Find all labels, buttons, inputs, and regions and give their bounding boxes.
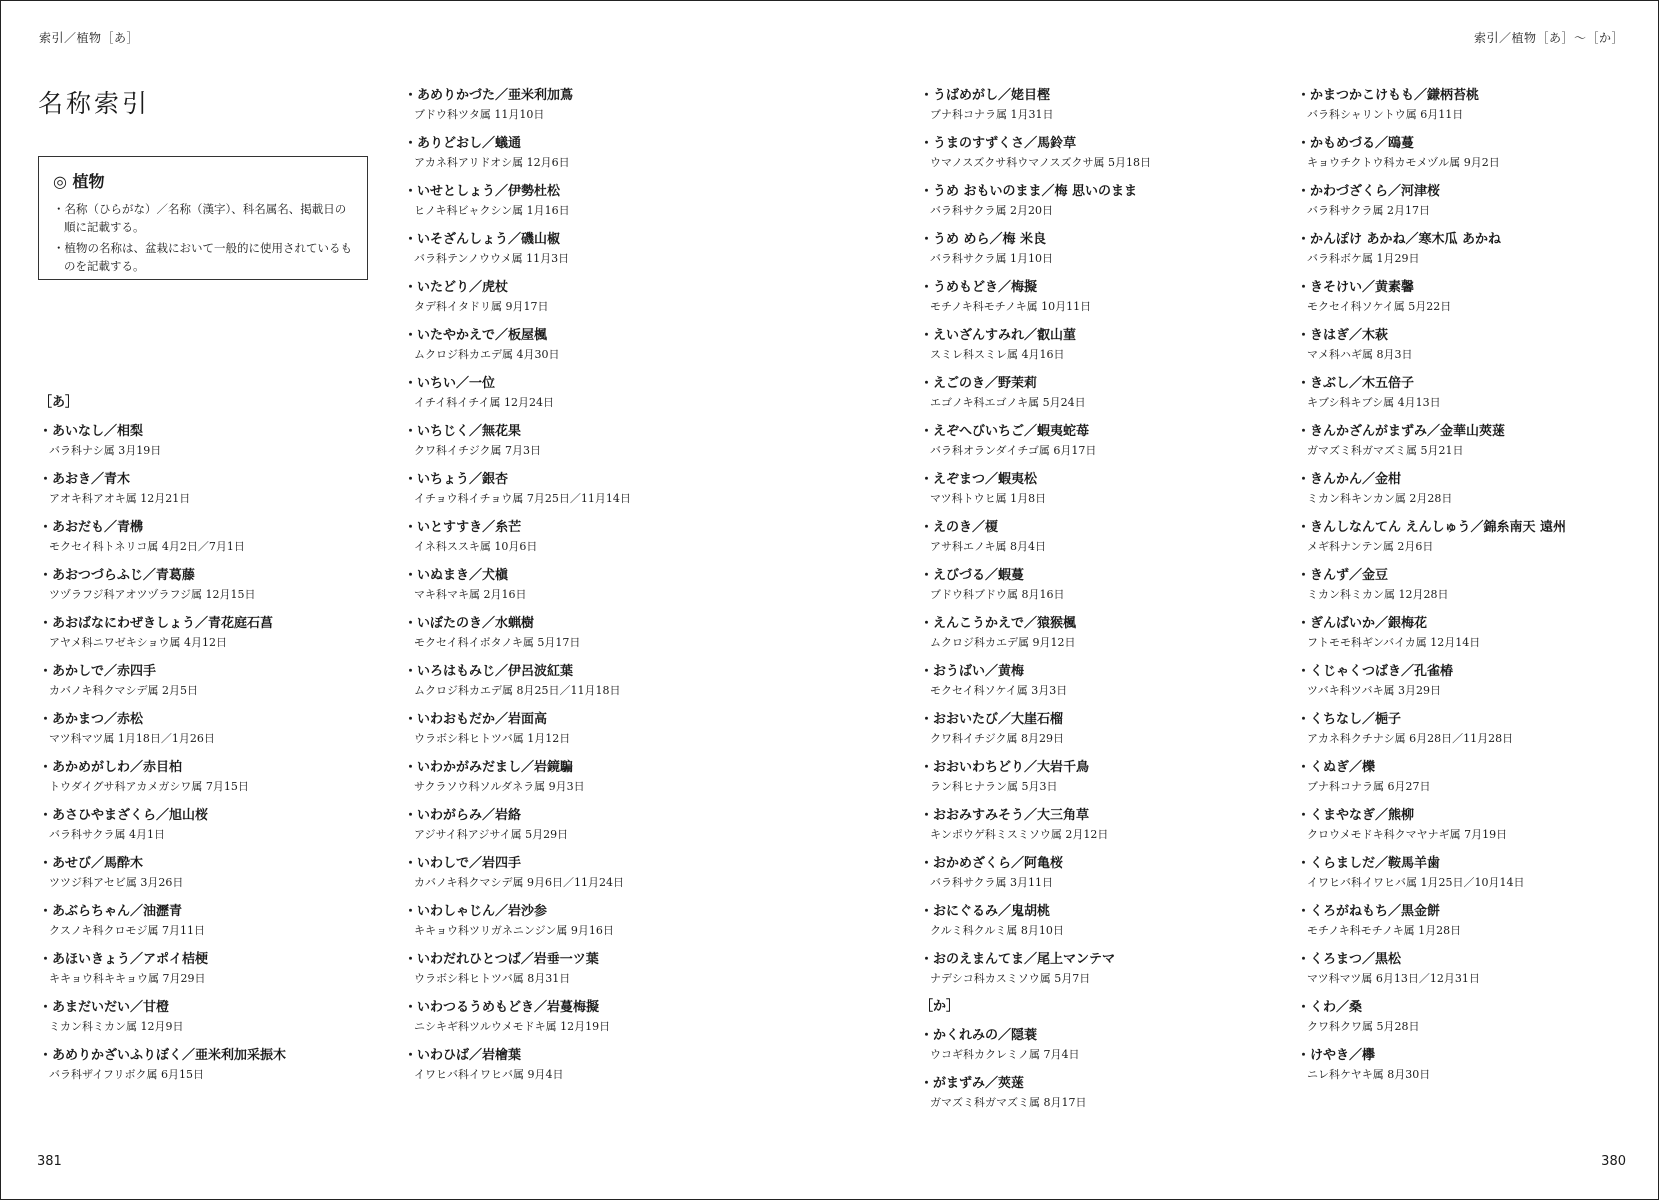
entry-detail: バラ科テンノウウメ属 11月3日 — [414, 252, 570, 265]
entry-detail: イワヒバ科イワヒバ属 1月25日／10月14日 — [1307, 876, 1525, 889]
entry-name: ・あおだも／青梻 — [39, 520, 144, 535]
entry-name: ・うめ おもいのまま／梅 思いのまま — [920, 184, 1138, 199]
entry-detail: ミカン科キンカン属 2月28日 — [1307, 492, 1453, 505]
index-column-3-ka — [920, 996, 1087, 1122]
entry-detail: ウラボシ科ヒトツバ属 8月31日 — [414, 972, 571, 985]
index-entry — [920, 614, 1151, 662]
entry-name: ・いちじく／無花果 — [404, 424, 522, 439]
index-entry — [1297, 710, 1566, 758]
entry-detail: アサ科エノキ属 8月4日 — [930, 540, 1047, 553]
entry-detail: クロウメモドキ科クマヤナギ属 7月19日 — [1307, 828, 1508, 841]
entry-name: ・かまつかこけもも／鎌柄苔桃 — [1297, 88, 1480, 103]
entry-detail: マツ科マツ属 6月13日／12月31日 — [1307, 972, 1480, 985]
index-entry — [920, 278, 1151, 326]
entry-name: ・いちょう／銀杏 — [404, 472, 509, 487]
note-heading: ◎ 植物 — [53, 172, 105, 191]
entry-name: ・あおき／青木 — [39, 472, 131, 487]
entry-detail: ブナ科コナラ属 6月27日 — [1307, 780, 1431, 793]
entry-detail: ムクロジ科カエデ属 4月30日 — [414, 348, 560, 361]
entry-name: ・おにぐるみ／鬼胡桃 — [920, 904, 1051, 919]
index-entry — [404, 470, 631, 518]
index-entry — [39, 950, 286, 998]
entry-name: ・いわおもだか／岩面高 — [404, 712, 548, 727]
index-entry — [39, 614, 286, 662]
entry-detail: キョウチクトウ科カモメヅル属 9月2日 — [1307, 156, 1500, 169]
index-entry — [404, 902, 631, 950]
entry-name: ・いわしで／岩四手 — [404, 856, 522, 871]
entry-name: ・えびづる／蝦蔓 — [920, 568, 1025, 583]
entry-detail: バラ科サクラ属 3月11日 — [930, 876, 1054, 889]
entry-name: ・いぬまき／犬槇 — [404, 568, 509, 583]
entry-detail: カバノキ科クマシデ属 9月6日／11月24日 — [414, 876, 625, 889]
index-entry — [920, 902, 1151, 950]
entry-detail: ツヅラフジ科アオツヅラフジ属 12月15日 — [49, 588, 256, 601]
page-number-right: 380 — [1601, 1154, 1626, 1169]
entry-name: ・あおつづらふじ／青葛藤 — [39, 568, 195, 583]
index-entry — [39, 902, 286, 950]
index-entry — [920, 710, 1151, 758]
index-entry — [404, 230, 631, 278]
entry-name: ・いたやかえで／板屋楓 — [404, 328, 548, 343]
entry-detail: マツ科トウヒ属 1月8日 — [930, 492, 1047, 505]
entry-detail: キンポウゲ科ミスミソウ属 2月12日 — [930, 828, 1109, 841]
entry-name: ・えぞまつ／蝦夷松 — [920, 472, 1038, 487]
index-entry — [404, 182, 631, 230]
entry-name: ・くろまつ／黒松 — [1297, 952, 1402, 967]
entry-name: ・がまずみ／莢蒾 — [920, 1076, 1025, 1091]
entry-detail: モチノキ科モチノキ属 1月28日 — [1307, 924, 1462, 937]
entry-detail: アオキ科アオキ属 12月21日 — [49, 492, 191, 505]
entry-detail: アカネ科アリドオシ属 12月6日 — [414, 156, 570, 169]
index-entry — [920, 758, 1151, 806]
entry-name: ・あほいきょう／アポイ桔梗 — [39, 952, 209, 967]
entry-name: ・いわかがみだまし／岩鏡騙 — [404, 760, 574, 775]
entry-name: ・あぶらちゃん／油瀝青 — [39, 904, 183, 919]
entry-name: ・あかめがしわ／赤目柏 — [39, 760, 183, 775]
entry-name: ・いわしゃじん／岩沙参 — [404, 904, 548, 919]
entry-detail: サクラソウ科ソルダネラ属 9月3日 — [414, 780, 585, 793]
index-entry — [1297, 326, 1566, 374]
index-entry — [920, 566, 1151, 614]
entry-detail: イチョウ科イチョウ属 7月25日／11月14日 — [414, 492, 631, 505]
index-entry — [404, 278, 631, 326]
entry-detail: クワ科イチジク属 8月29日 — [930, 732, 1065, 745]
index-entry — [404, 374, 631, 422]
index-entry — [920, 86, 1151, 134]
index-entry — [920, 470, 1151, 518]
index-entry — [404, 854, 631, 902]
entry-name: ・きんず／金豆 — [1297, 568, 1389, 583]
index-entry — [1297, 662, 1566, 710]
entry-name: ・あまだいだい／甘橙 — [39, 1000, 170, 1015]
note-line: ・名称（ひらがな）／名称（漢字）、科名属名、掲載日の順に記載する。 — [53, 202, 347, 234]
page-number-left: 381 — [37, 1154, 62, 1169]
index-entry — [1297, 998, 1566, 1046]
index-entry — [1297, 614, 1566, 662]
index-entry — [39, 518, 286, 566]
entry-name: ・いわがらみ／岩絡 — [404, 808, 522, 823]
entry-detail: マメ科ハギ属 8月3日 — [1307, 348, 1413, 361]
entry-detail: ムクロジ科カエデ属 9月12日 — [930, 636, 1076, 649]
entry-name: ・あさひやまざくら／旭山桜 — [39, 808, 209, 823]
index-entry — [39, 758, 286, 806]
entry-detail: ニシキギ科ツルウメモドキ属 12月19日 — [414, 1020, 611, 1033]
section-heading-a: ［あ］ — [39, 395, 79, 410]
index-entry — [920, 518, 1151, 566]
index-entry — [920, 1026, 1087, 1074]
entry-name: ・えぞへびいちご／蝦夷蛇苺 — [920, 424, 1090, 439]
entry-detail: ツバキ科ツバキ属 3月29日 — [1307, 684, 1442, 697]
entry-name: ・おうばい／黄梅 — [920, 664, 1025, 679]
entry-detail: マキ科マキ属 2月16日 — [414, 588, 527, 601]
index-entry — [404, 566, 631, 614]
index-entry — [920, 134, 1151, 182]
index-entry — [39, 854, 286, 902]
entry-detail: バラ科サクラ属 1月10日 — [930, 252, 1054, 265]
index-entry — [1297, 422, 1566, 470]
index-column-2 — [404, 86, 631, 1094]
entry-detail: アヤメ科ニワゼキショウ属 4月12日 — [49, 636, 227, 649]
plant-note-box — [38, 156, 368, 280]
entry-name: ・くろがねもち／黒金餅 — [1297, 904, 1441, 919]
entry-name: ・おのえまんてま／尾上マンテマ — [920, 952, 1116, 967]
entry-detail: クワ科クワ属 5月28日 — [1307, 1020, 1420, 1033]
index-entry — [404, 806, 631, 854]
index-entry — [1297, 566, 1566, 614]
entry-detail: イワヒバ科イワヒバ属 9月4日 — [414, 1068, 564, 1081]
entry-detail: ミカン科ミカン属 12月9日 — [49, 1020, 184, 1033]
entry-detail: アジサイ科アジサイ属 5月29日 — [414, 828, 569, 841]
entry-detail: モクセイ科ソケイ属 3月3日 — [930, 684, 1068, 697]
index-entry — [920, 374, 1151, 422]
entry-name: ・うめもどき／梅擬 — [920, 280, 1038, 295]
index-entry — [920, 1074, 1087, 1122]
entry-detail: ナデシコ科カスミソウ属 5月7日 — [930, 972, 1091, 985]
entry-name: ・あかまつ／赤松 — [39, 712, 144, 727]
index-entry — [404, 1046, 631, 1094]
entry-detail: タデ科イタドリ属 9月17日 — [414, 300, 549, 313]
entry-detail: ミカン科ミカン属 12月28日 — [1307, 588, 1449, 601]
note-line: ・植物の名称は、盆栽において一般的に使用されているものを記載する。 — [53, 241, 352, 273]
index-entry — [920, 326, 1151, 374]
entry-detail: バラ科ナシ属 3月19日 — [49, 444, 162, 457]
index-entry — [920, 230, 1151, 278]
index-entry — [39, 806, 286, 854]
entry-name: ・うめ めら／梅 米良 — [920, 232, 1047, 247]
index-entry — [39, 566, 286, 614]
index-entry — [1297, 806, 1566, 854]
entry-name: ・けやき／欅 — [1297, 1048, 1376, 1063]
index-entry — [1297, 470, 1566, 518]
entry-detail: ラン科ヒナラン属 5月3日 — [930, 780, 1058, 793]
entry-name: ・きんしなんてん えんしゅう／錦糸南天 遠州 — [1297, 520, 1567, 535]
entry-detail: キキョウ科キキョウ属 7月29日 — [49, 972, 206, 985]
index-column-4 — [1297, 86, 1566, 1094]
index-entry — [1297, 902, 1566, 950]
entry-name: ・あかしで／赤四手 — [39, 664, 157, 679]
entry-detail: バラ科ボケ属 1月29日 — [1307, 252, 1420, 265]
entry-name: ・あめりかづた／亜米利加蔦 — [404, 88, 574, 103]
entry-detail: ウマノスズクサ科ウマノスズクサ属 5月18日 — [930, 156, 1151, 169]
entry-name: ・いせとしょう／伊勢杜松 — [404, 184, 561, 199]
entry-name: ・いわつるうめもどき／岩蔓梅擬 — [404, 1000, 600, 1015]
entry-name: ・あめりかざいふりぼく／亜米利加采振木 — [39, 1048, 287, 1063]
index-entry — [39, 470, 286, 518]
entry-name: ・おおみすみそう／大三角草 — [920, 808, 1090, 823]
index-entry — [404, 950, 631, 998]
entry-name: ・いわひば／岩檜葉 — [404, 1048, 522, 1063]
entry-name: ・えのき／榎 — [920, 520, 999, 535]
entry-name: ・くわ／桑 — [1297, 1000, 1363, 1015]
entry-name: ・かわづざくら／河津桜 — [1297, 184, 1441, 199]
entry-detail: クルミ科クルミ属 8月10日 — [930, 924, 1064, 937]
entry-name: ・おおいわちどり／大岩千鳥 — [920, 760, 1090, 775]
running-header-right: 索引／植物［あ］～［か］ — [1473, 31, 1624, 45]
index-entry — [39, 1046, 286, 1094]
entry-detail: ヒノキ科ビャクシン属 1月16日 — [414, 204, 570, 217]
entry-detail: バラ科サクラ属 4月1日 — [49, 828, 166, 841]
entry-detail: フトモモ科ギンバイカ属 12月14日 — [1307, 636, 1481, 649]
entry-detail: バラ科サクラ属 2月17日 — [1307, 204, 1431, 217]
index-entry — [404, 134, 631, 182]
entry-detail: エゴノキ科エゴノキ属 5月24日 — [930, 396, 1086, 409]
entry-name: ・きそけい／黄素馨 — [1297, 280, 1415, 295]
entry-detail: モクセイ科トネリコ属 4月2日／7月1日 — [49, 540, 245, 553]
entry-detail: ウラボシ科ヒトツバ属 1月12日 — [414, 732, 571, 745]
index-entry — [404, 422, 631, 470]
entry-detail: ブナ科コナラ属 1月31日 — [930, 108, 1054, 121]
entry-detail: クスノキ科クロモジ属 7月11日 — [49, 924, 205, 937]
entry-detail: イネ科ススキ属 10月6日 — [414, 540, 538, 553]
index-entry — [404, 614, 631, 662]
entry-detail: アカネ科クチナシ属 6月28日／11月28日 — [1307, 732, 1514, 745]
index-entry — [1297, 278, 1566, 326]
index-column-3 — [920, 86, 1151, 998]
entry-detail: モクセイ科ソケイ属 5月22日 — [1307, 300, 1452, 313]
entry-name: ・いぼたのき／水蝋樹 — [404, 616, 535, 631]
entry-name: ・えごのき／野茉莉 — [920, 376, 1038, 391]
index-column-1 — [39, 392, 286, 1094]
index-entry — [404, 518, 631, 566]
index-entry — [920, 182, 1151, 230]
index-entry — [920, 662, 1151, 710]
entry-name: ・かもめづる／鴎蔓 — [1297, 136, 1415, 151]
entry-name: ・くじゃくつばき／孔雀椿 — [1297, 664, 1454, 679]
entry-detail: イチイ科イチイ属 12月24日 — [414, 396, 554, 409]
entry-name: ・いとすすき／糸芒 — [404, 520, 522, 535]
entry-detail: ブドウ科ツタ属 11月10日 — [414, 108, 545, 121]
entry-name: ・いわだれひとつば／岩垂一ツ葉 — [404, 952, 599, 967]
index-entry — [1297, 950, 1566, 998]
entry-detail: バラ科ザイフリボク属 6月15日 — [49, 1068, 204, 1081]
entry-name: ・いたどり／虎杖 — [404, 280, 509, 295]
index-entry — [1297, 182, 1566, 230]
entry-name: ・あおばなにわぜきしょう／青花庭石菖 — [39, 616, 274, 631]
index-entry — [1297, 374, 1566, 422]
entry-name: ・くらましだ／鞍馬羊歯 — [1297, 856, 1441, 871]
index-entry — [404, 86, 631, 134]
entry-detail: ニレ科ケヤキ属 8月30日 — [1307, 1068, 1431, 1081]
index-entry — [1297, 134, 1566, 182]
entry-detail: キキョウ科ツリガネニンジン属 9月16日 — [414, 924, 614, 937]
entry-name: ・おおいたび／大崖石榴 — [920, 712, 1064, 727]
entry-detail: ガマズミ科ガマズミ属 8月17日 — [930, 1096, 1087, 1109]
index-entry — [1297, 758, 1566, 806]
index-entry — [404, 662, 631, 710]
entry-name: ・うまのすずくさ／馬鈴草 — [920, 136, 1077, 151]
index-entry — [39, 422, 286, 470]
entry-name: ・あせび／馬酔木 — [39, 856, 144, 871]
entry-detail: バラ科サクラ属 2月20日 — [930, 204, 1054, 217]
entry-name: ・いろはもみじ／伊呂波紅葉 — [404, 664, 574, 679]
entry-name: ・ぎんばいか／銀梅花 — [1297, 616, 1428, 631]
index-entry — [1297, 86, 1566, 134]
entry-name: ・ありどおし／蟻通 — [404, 136, 522, 151]
entry-detail: クワ科イチジク属 7月3日 — [414, 444, 542, 457]
entry-detail: バラ科オランダイチゴ属 6月17日 — [930, 444, 1097, 457]
entry-name: ・くぬぎ／櫟 — [1297, 760, 1376, 775]
index-entry — [39, 998, 286, 1046]
entry-name: ・きんかざんがまずみ／金華山莢蒾 — [1297, 424, 1506, 439]
entry-detail: カバノキ科クマシデ属 2月5日 — [49, 684, 199, 697]
index-entry — [1297, 518, 1566, 566]
index-entry — [404, 326, 631, 374]
entry-name: ・いちい／一位 — [404, 376, 496, 391]
entry-detail: ブドウ科ブドウ属 8月16日 — [930, 588, 1065, 601]
index-entry — [404, 710, 631, 758]
entry-name: ・えいざんすみれ／叡山菫 — [920, 328, 1077, 343]
entry-detail: トウダイグサ科アカメガシワ属 7月15日 — [49, 780, 249, 793]
entry-name: ・えんこうかえで／猿猴楓 — [920, 616, 1077, 631]
entry-detail: スミレ科スミレ属 4月16日 — [930, 348, 1065, 361]
index-entry — [404, 998, 631, 1046]
entry-detail: モチノキ科モチノキ属 10月11日 — [930, 300, 1092, 313]
entry-detail: メギ科ナンテン属 2月6日 — [1307, 540, 1434, 553]
index-entry — [920, 422, 1151, 470]
entry-detail: ツツジ科アセビ属 3月26日 — [49, 876, 184, 889]
index-entry — [1297, 1046, 1566, 1094]
entry-name: ・いそざんしょう／磯山椒 — [404, 232, 561, 247]
entry-detail: マツ科マツ属 1月18日／1月26日 — [49, 732, 215, 745]
entry-detail: バラ科シャリントウ属 6月11日 — [1307, 108, 1464, 121]
entry-name: ・おかめざくら／阿亀桜 — [920, 856, 1064, 871]
entry-detail: モクセイ科イボタノキ属 5月17日 — [414, 636, 581, 649]
entry-name: ・あいなし／相梨 — [39, 424, 144, 439]
index-entry — [1297, 854, 1566, 902]
entry-name: ・うばめがし／姥目樫 — [920, 88, 1051, 103]
entry-name: ・かくれみの／隠蓑 — [920, 1028, 1038, 1043]
section-heading-ka: ［か］ — [920, 999, 960, 1014]
index-entry — [404, 758, 631, 806]
entry-name: ・くちなし／梔子 — [1297, 712, 1402, 727]
entry-detail: ガマズミ科ガマズミ属 5月21日 — [1307, 444, 1464, 457]
entry-detail: キブシ科キブシ属 4月13日 — [1307, 396, 1441, 409]
page-title: 名称索引 — [38, 89, 151, 118]
index-entry — [920, 950, 1151, 998]
entry-name: ・くまやなぎ／熊柳 — [1297, 808, 1415, 823]
entry-name: ・きぶし／木五倍子 — [1297, 376, 1415, 391]
entry-detail: ムクロジ科カエデ属 8月25日／11月18日 — [414, 684, 621, 697]
index-entry — [920, 806, 1151, 854]
index-entry — [920, 854, 1151, 902]
running-header-left: 索引／植物［あ］ — [39, 31, 140, 45]
index-entry — [39, 662, 286, 710]
entry-detail: ウコギ科カクレミノ属 7月4日 — [930, 1048, 1080, 1061]
entry-name: ・きはぎ／木萩 — [1297, 328, 1389, 343]
index-entry — [39, 710, 286, 758]
entry-name: ・かんぽけ あかね／寒木瓜 あかね — [1297, 232, 1502, 247]
index-entry — [1297, 230, 1566, 278]
entry-name: ・きんかん／金柑 — [1297, 472, 1402, 487]
